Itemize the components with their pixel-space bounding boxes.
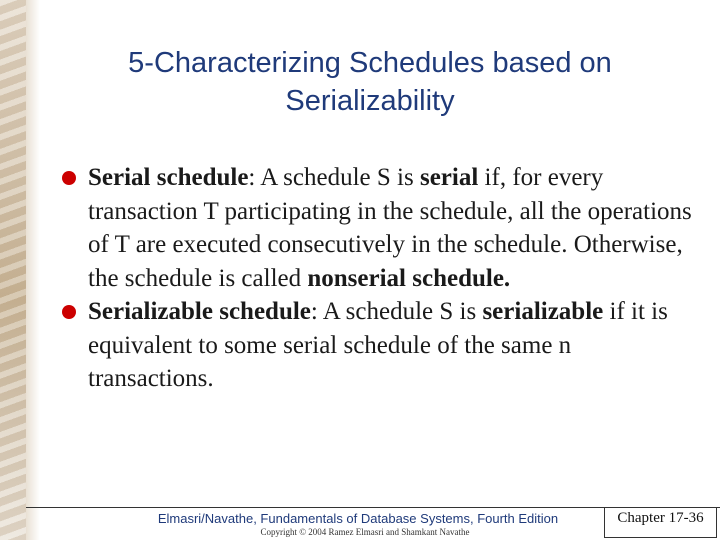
definition-text: A schedule S is: [260, 164, 420, 191]
definition-text: A schedule S is: [322, 298, 483, 325]
term-serializable-schedule: Serializable schedule: [88, 298, 311, 325]
bullet-dot-icon: [62, 305, 76, 319]
term-separator: :: [248, 164, 261, 191]
slide-title-line-2: Serializability: [285, 85, 455, 117]
bullet-item-serializable-schedule: [62, 295, 698, 396]
emphasis-serial: serial: [419, 164, 479, 191]
term-serial-schedule: Serial schedule: [88, 164, 249, 191]
slide-title: [60, 44, 680, 120]
emphasis-nonserial-schedule: nonserial schedule.: [307, 264, 511, 292]
definition-text: if, for every transaction T participating in the schedule, all the operations of T are executed consecutively in the schedule. Otherwise, the schedule is called: [88, 164, 692, 292]
emphasis-serializable: serializable: [482, 298, 604, 325]
chapter-page-number: Chapter 17-36: [604, 507, 717, 538]
decorative-side-strip: [0, 0, 26, 540]
bullet-list: [62, 161, 698, 396]
slide-title-line-1: 5-Characterizing Schedules based on: [128, 47, 612, 79]
footer-book-title: Elmasri/Navathe, Fundamentals of Database Systems, Fourth Edition: [157, 511, 559, 526]
term-separator: :: [310, 298, 323, 325]
definition-text: if it is equivalent to some serial schedule of the same n transactions.: [88, 298, 668, 392]
footer-copyright: Copyright © 2004 Ramez Elmasri and Shamkant Navathe: [260, 527, 470, 537]
bullet-dot-icon: [62, 171, 76, 185]
bullet-item-serial-schedule: [62, 161, 698, 295]
